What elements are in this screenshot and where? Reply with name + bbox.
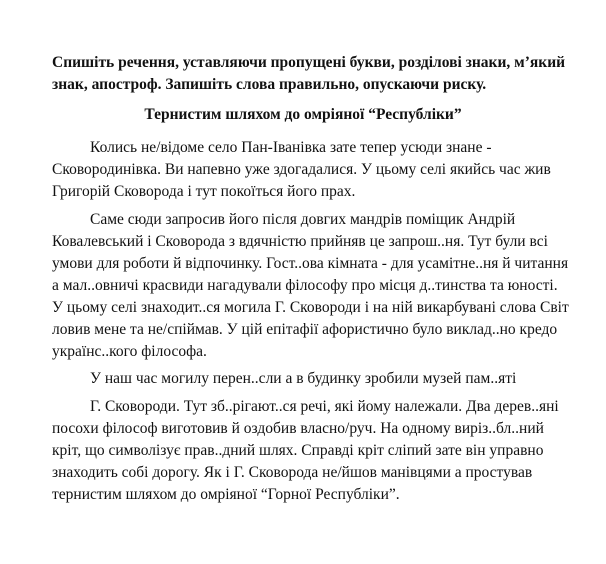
paragraph-line: Саме сюди запросив його після довгих мандрів поміщик Андрій (90, 211, 516, 228)
paragraph-line: Г. Сковороди. Тут зб..рігают..ся речі, які йому належали. Два дерев..яні (90, 398, 559, 415)
paragraph-line: тернистим шляхом до омріяної “Горної Республіки”. (52, 486, 400, 503)
paragraph-line: У цьому селі знаходит..ся могила Г. Сковороди і на ній викарбувані слова Світ (52, 299, 569, 316)
paragraph-3 (52, 368, 572, 390)
paragraph-2 (52, 209, 572, 363)
text-title: Тернистим шляхом до омріяної “Республіки” (144, 106, 462, 123)
paragraph-line: українс..кого філософа. (52, 343, 207, 360)
paragraph-line: ловив мене та не/спіймав. У цій епітафії афористично було виклад..но кредо (52, 321, 558, 338)
paragraph-line: У наш час могилу перен..сли а в будинку зробили музей пам..яті (90, 370, 517, 387)
paragraph-line: умови для роботи й відпочинку. Гост..ова кімната - для усамітне..ня й читання (52, 255, 569, 272)
instruction-line: Спишіть речення, уставляючи пропущені букви, розділові знаки, м’який (52, 54, 566, 71)
paragraph-1 (52, 137, 572, 203)
paragraph-line: знаходить собі дорогу. Як і Г. Сковорода не/йшов манівцями а простував (52, 464, 533, 481)
paragraph-line: Григорій Сковорода і тут покоїться його прах. (52, 183, 356, 200)
paragraph-line: а мал..овничі красвиди нагадували філософу про місця д..тинства та юності. (52, 277, 558, 294)
instruction-line: знак, апостроф. Запишіть слова правильно, опускаючи риску. (52, 76, 487, 93)
paragraph-line: Ковалевський і Сковорода з вдячністю прийняв це запрош..ня. Тут були всі (52, 233, 548, 250)
paragraph-4 (52, 396, 572, 506)
paragraph-line: посохи філософ виготовив й оздобив власно/руч. На одному виріз..бл..ний (52, 420, 544, 437)
paragraph-line: Сковородинівка. Ви напевно уже здогадалися. У цьому селі якийсь час жив (52, 161, 551, 178)
task-instruction (52, 52, 572, 96)
paragraph-line: кріт, що символізує прав..дний шлях. Справді кріт сліпий зате він управно (52, 442, 544, 459)
paragraph-line: Колись не/відоме село Пан-Іванівка зате тепер усюди знане - (90, 139, 492, 156)
